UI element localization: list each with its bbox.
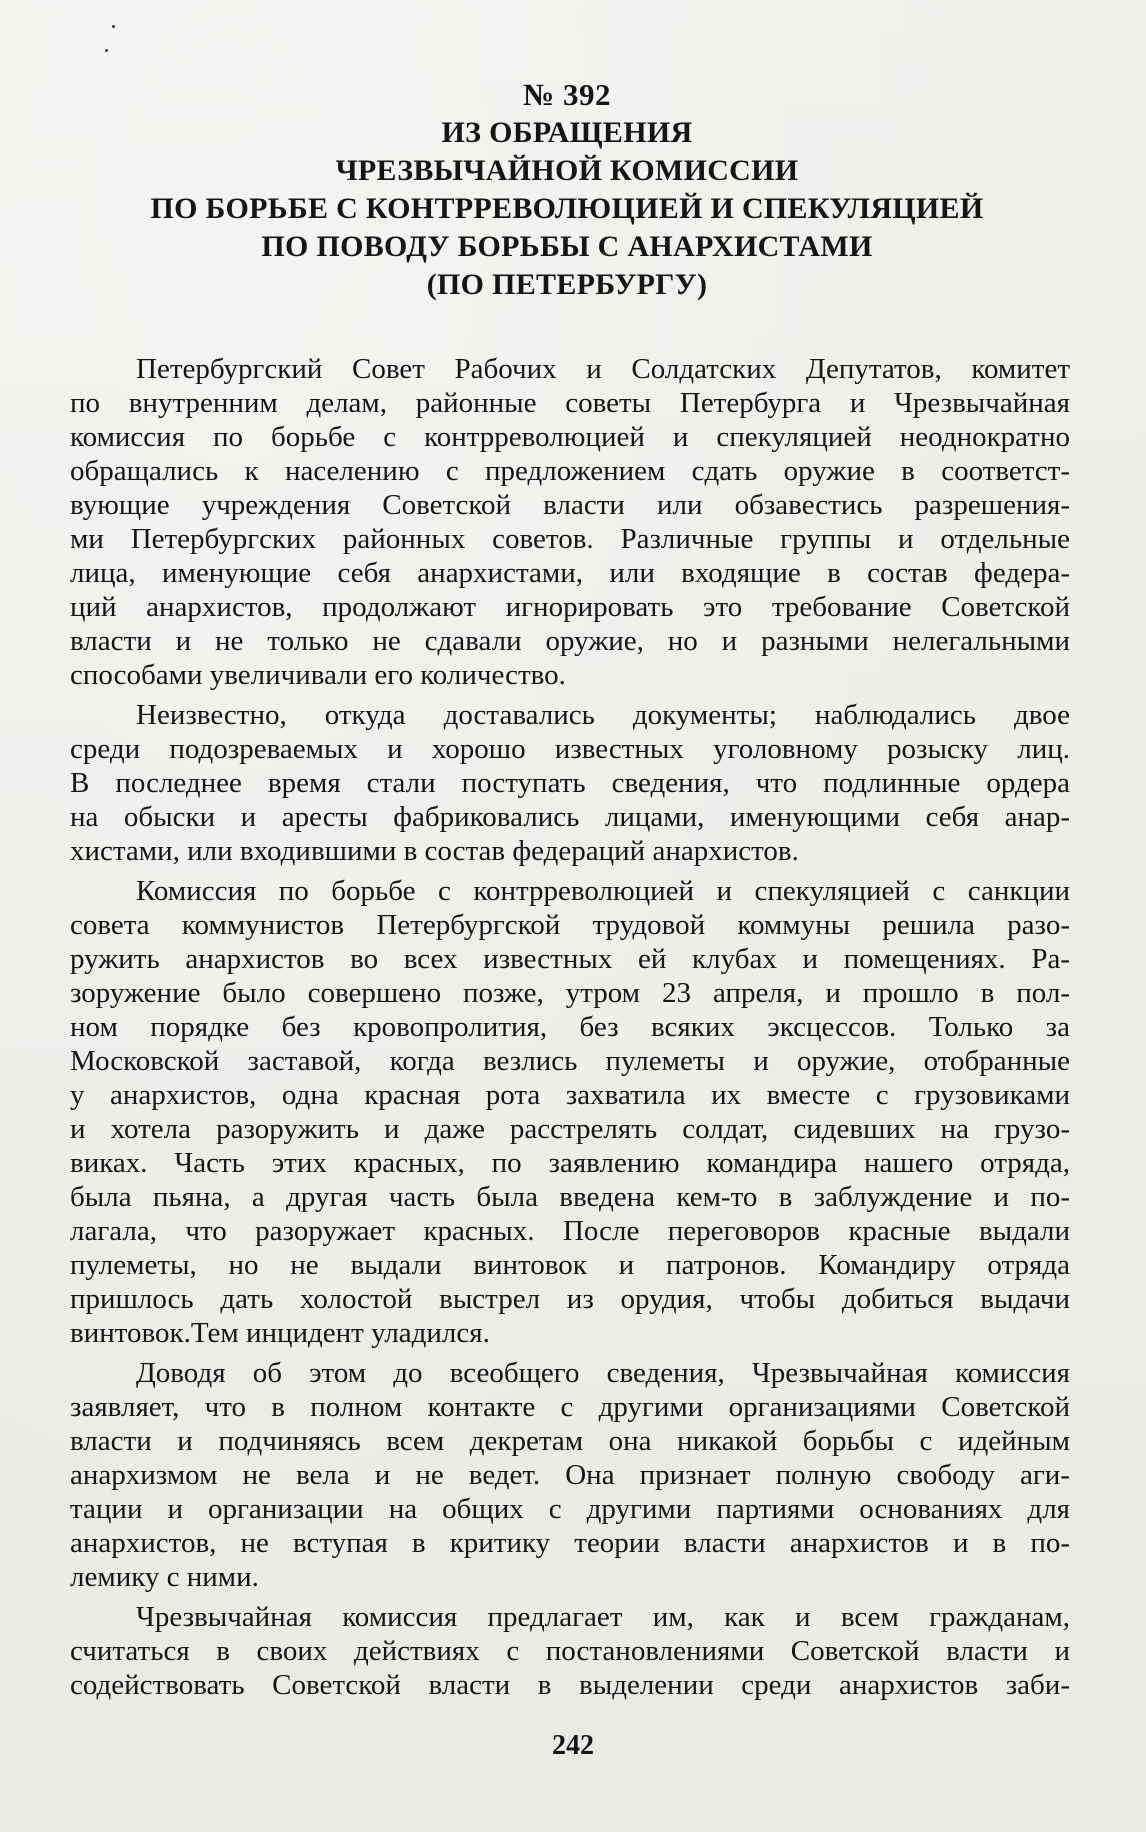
- paper-speck: [112, 25, 115, 28]
- text-line: заявляет, что в полном контакте с другими организациями Советской: [70, 1391, 1070, 1423]
- text-line: Доводя об этом до всеобщего сведения, Чрезвычайная комиссия: [136, 1357, 1070, 1389]
- text-line: анархизмом не вела и не ведет. Она признает полную свободу аги-: [70, 1459, 1070, 1491]
- document-body: [70, 352, 1070, 1702]
- title-line: ИЗ ОБРАЩЕНИЯ: [441, 116, 693, 149]
- title-line: ПО БОРЬБЕ С КОНТРРЕВОЛЮЦИЕЙ И СПЕКУЛЯЦИЕЙ: [150, 192, 984, 225]
- text-line: Комиссия по борьбе с контрреволюцией и спекуляцией с санкции: [136, 875, 1070, 907]
- document-number: № 392: [523, 77, 611, 112]
- text-line: совета коммунистов Петербургской трудовой коммуны решила разо-: [70, 909, 1070, 941]
- text-line: ружить анархистов во всех известных ей клубах и помещениях. Ра-: [70, 943, 1070, 975]
- text-line: считаться в своих действиях с постановлениями Советской власти и: [70, 1635, 1070, 1667]
- text-line: лагала, что разоружает красных. После переговоров красные выдали: [70, 1215, 1070, 1247]
- paragraph: [70, 698, 1070, 868]
- page-number: 242: [552, 1730, 594, 1761]
- text-line: и хотела разоружить и даже расстрелять солдат, сидевших на грузо-: [70, 1113, 1070, 1145]
- text-line: ций анархистов, продолжают игнорировать это требование Советской: [70, 591, 1070, 623]
- paper-speck: [105, 49, 108, 52]
- text-line: виках. Часть этих красных, по заявлению командира нашего отряда,: [70, 1147, 1070, 1179]
- paragraph: [70, 352, 1070, 692]
- text-line: среди подозреваемых и хорошо известных уголовному розыску лиц.: [70, 733, 1070, 765]
- text-line: вующие учреждения Советской власти или обзавестись разрешения-: [70, 489, 1070, 521]
- text-line: тации и организации на общих с другими партиями основаниях для: [70, 1493, 1070, 1525]
- text-line: содействовать Советской власти в выделении среди анархистов заби-: [70, 1669, 1070, 1701]
- text-line: была пьяна, а другая часть была введена кем-то в заблуждение и по-: [70, 1181, 1070, 1213]
- text-line: лица, именующие себя анархистами, или входящие в состав федера-: [70, 557, 1070, 589]
- text-line: комиссия по борьбе с контрреволюцией и спекуляцией неоднократно: [70, 421, 1070, 453]
- document-header: [62, 76, 1072, 304]
- text-line: по внутренним делам, районные советы Петербурга и Чрезвычайная: [70, 387, 1070, 419]
- text-line: В последнее время стали поступать сведения, что подлинные ордера: [70, 767, 1070, 799]
- text-line: ми Петербургских районных советов. Различные группы и отдельные: [70, 523, 1070, 555]
- text-line: на обыски и аресты фабриковались лицами, именующими себя анар-: [70, 801, 1070, 833]
- text-line: обращались к населению с предложением сдать оружие в соответст-: [70, 455, 1070, 487]
- text-line: пришлось дать холостой выстрел из орудия, чтобы добиться выдачи: [70, 1283, 1070, 1315]
- text-line: лемику с ними.: [70, 1561, 259, 1593]
- text-line: Петербургский Совет Рабочих и Солдатских Депутатов, комитет: [136, 353, 1070, 385]
- text-line: винтовок.Тем инцидент уладился.: [70, 1317, 490, 1349]
- text-line: пулеметы, но не выдали винтовок и патронов. Командиру отряда: [70, 1249, 1070, 1281]
- text-line: зоружение было совершено позже, утром 23 апреля, и прошло в пол-: [70, 977, 1070, 1009]
- title-line: (ПО ПЕТЕРБУРГУ): [426, 268, 708, 301]
- text-line: способами увеличивали его количество.: [70, 659, 566, 691]
- text-line: хистами, или входившими в состав федераций анархистов.: [70, 835, 799, 867]
- paragraph: [70, 874, 1070, 1350]
- text-line: ном порядке без кровопролития, без всяких эксцессов. Только за: [70, 1011, 1070, 1043]
- text-line: анархистов, не вступая в критику теории власти анархистов и в по-: [70, 1527, 1070, 1559]
- text-line: власти и не только не сдавали оружие, но и разными нелегальными: [70, 625, 1070, 657]
- text-line: Неизвестно, откуда доставались документы; наблюдались двое: [136, 699, 1070, 731]
- title-line: ЧРЕЗВЫЧАЙНОЙ КОМИССИИ: [335, 154, 799, 187]
- text-line: власти и подчиняясь всем декретам она никакой борьбы с идейным: [70, 1425, 1070, 1457]
- text-line: Московской заставой, когда везлись пулеметы и оружие, отобранные: [70, 1045, 1070, 1077]
- paragraph: [70, 1600, 1070, 1702]
- text-line: Чрезвычайная комиссия предлагает им, как и всем гражданам,: [136, 1601, 1070, 1633]
- paragraph: [70, 1356, 1070, 1594]
- text-line: у анархистов, одна красная рота захватила их вместе с грузовиками: [70, 1079, 1070, 1111]
- title-line: ПО ПОВОДУ БОРЬБЫ С АНАРХИСТАМИ: [261, 230, 873, 263]
